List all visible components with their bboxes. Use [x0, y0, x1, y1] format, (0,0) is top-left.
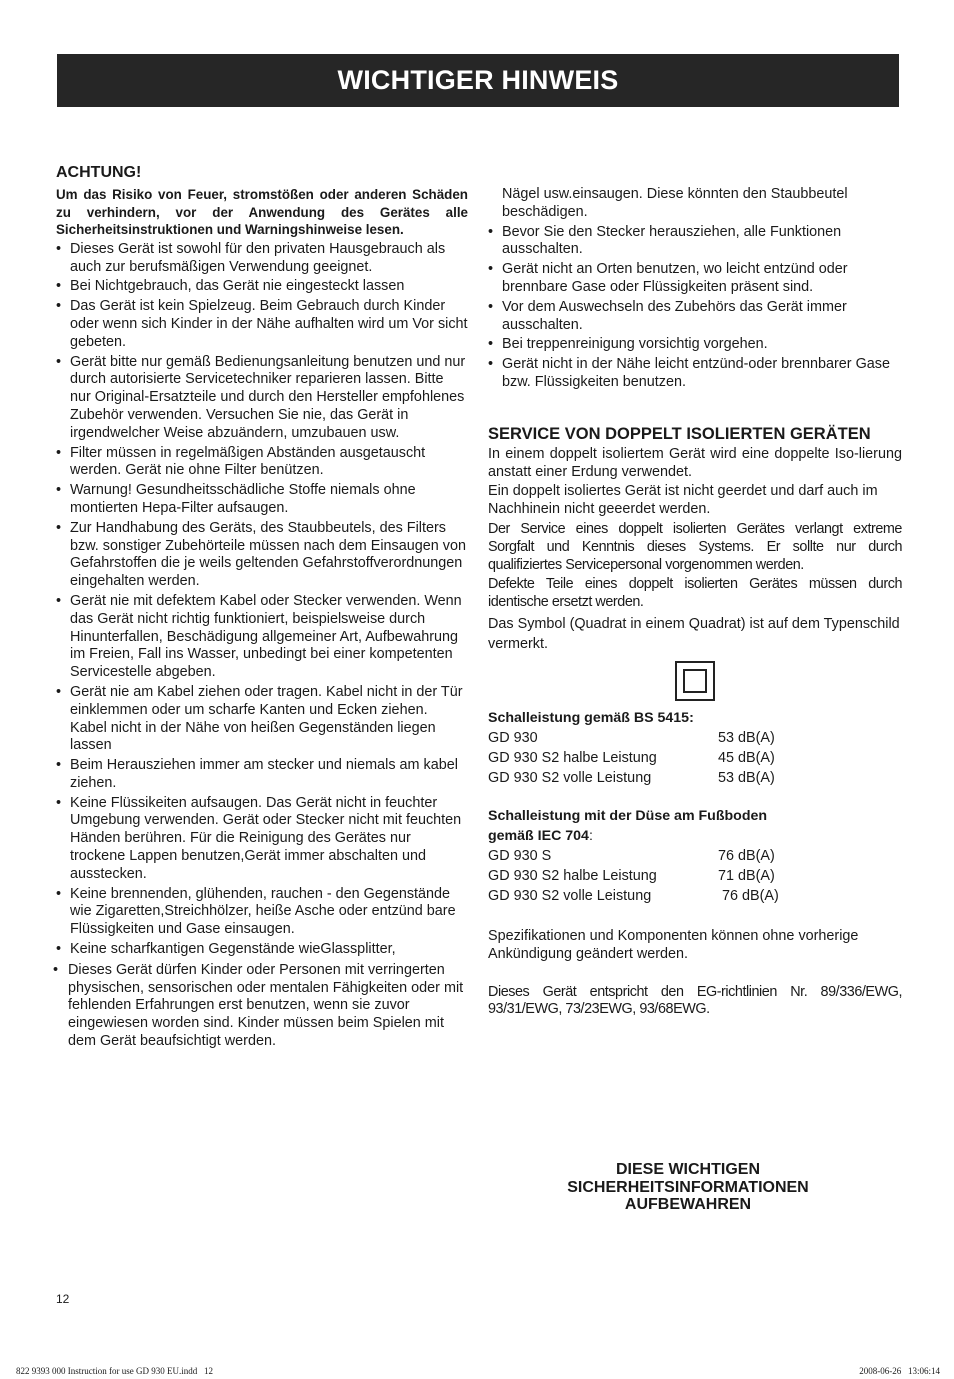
bullet-icon: • [488, 223, 494, 240]
list-item: • Gerät nie am Kabel ziehen oder tragen. Kabel nicht in der Tür einklemmen oder um scharfe Kanten und Ecken ziehen. Kabel nicht in der Nähe von heißen Gegenständen liegen lassen [56, 683, 463, 754]
service-paragraph: Defekte Teile eines doppelt isolierten Gerätes müssen durch identische ersetzt werden. [488, 576, 902, 611]
list-item: • Keine brennenden, glühenden, rauchen - den Gegenstände wie Zigaretten,Streichhölzer, heiße Asche oder entzünd bare Flüssigkeiten und Gase einsaugen. [56, 885, 456, 938]
bullet-icon: • [488, 261, 494, 278]
list-item: • Vor dem Auswechseln des Zubehörs das Gerät immer ausschalten. [488, 298, 847, 333]
warning-heading: ACHTUNG! [56, 164, 142, 181]
list-item: • Gerät nie mit defektem Kabel oder Stecker verwenden. Wenn das Gerät nicht richtig funktioniert, beispielsweise durch Hinunterfallen, Beschädigung allgemeiner Art, Aufbewahrung im Freien, Fall ins Wasser, unbedingt bei einer kompetenten Servicestelle abgeben. [56, 592, 462, 681]
list-item: • Bei treppenreinigung vorsichtig vorgehen. [488, 336, 768, 353]
service-paragraph: In einem doppelt isoliertem Gerät wird eine doppelte Iso-lierung anstatt einer Erdung verwendet. [488, 445, 902, 480]
right-column [488, 186, 902, 1021]
list-item: • Bevor Sie den Stecker herausziehen, alle Funktionen ausschalten. [488, 223, 842, 258]
list-item: • Das Gerät ist kein Spielzeug. Beim Gebrauch durch Kinder oder wenn sich Kinder in der Nähe aufhalten wird um Vor sicht gebeten. [56, 298, 468, 350]
warning-intro: Um das Risiko von Feuer, stromstößen oder anderen Schäden zu verhindern, vor der Anwendung des Gerätes alle Sicherheitsinstruktionen und Warningshinweise lesen. [56, 187, 468, 238]
spec-row: GD 930 S2 halbe Leistung 45 dB(A) [488, 749, 775, 766]
symbol-container [488, 661, 902, 701]
list-item: • Gerät nicht an Orten benutzen, wo leicht entzünd oder brennbare Gase oder Flüssigkeiten präsent sind. [488, 261, 848, 295]
safety-list [53, 240, 468, 1051]
list-item: • Filter müssen in regelmäßigen Abständen ausgetauscht werden. Gerät nie ohne Filter benützen. [56, 444, 426, 479]
page-number: 12 [56, 1292, 70, 1306]
bullet-icon: • [56, 519, 62, 536]
bullet-icon: • [56, 592, 62, 609]
service-paragraph: Ein doppelt isoliertes Gerät ist nicht geerdet und darf auch im Nachhinein nicht geeerdet werden. [488, 483, 878, 518]
spec-row: GD 930 S2 volle Leistung 53 dB(A) [488, 769, 775, 786]
list-continuation: Nägel usw.einsaugen. Diese könnten den Staubbeutel beschädigen. [502, 186, 848, 220]
bullet-icon: • [56, 683, 62, 700]
double-insulation-inner-square [683, 669, 707, 693]
bullet-icon: • [56, 278, 62, 295]
list-item: • Dieses Gerät ist sowohl für den privaten Hausgebrauch als auch zur berufsmäßigen Verwendung geeignet. [56, 240, 446, 275]
list-item: • Bei Nichtgebrauch, das Gerät nie eingesteckt lassen [56, 278, 405, 295]
print-slug-date: 2008-06-26 13:06:14 [859, 1366, 940, 1376]
bullet-icon: • [56, 941, 62, 958]
service-heading: SERVICE VON DOPPELT ISOLIERTEN GERÄTEN [488, 424, 871, 443]
print-slug-file: 822 9393 000 Instruction for use GD 930 EU.indd 12 [16, 1366, 213, 1376]
left-column [53, 164, 468, 1053]
bullet-icon: • [56, 794, 62, 811]
keep-info-notice: DIESE WICHTIGEN SICHERHEITSINFORMATIONEN AUFBEWAHREN [567, 1161, 809, 1213]
list-item: • Keine scharfkantigen Gegenstände wieGlassplitter, [56, 941, 396, 958]
spec-row: GD 930 S 76 dB(A) [488, 847, 775, 864]
list-item: • Gerät nicht in der Nähe leicht entzünd-oder brennbarer Gase bzw. Flüssigkeiten benutzen. [488, 356, 890, 390]
bullet-icon: • [53, 961, 59, 978]
service-paragraph: Der Service eines doppelt isolierten Gerätes verlangt extreme Sorgfalt und Kenntnis dieses Systems. Er sollte nur durch qualifiziertes Servicepersonal vorgenommen werden. [488, 520, 902, 573]
bullet-icon: • [56, 885, 62, 902]
list-item: • Keine Flüssikeiten aufsaugen. Das Gerät nicht in feuchter Umgebung verwenden. Gerät oder Stecker nicht mit feuchten Händen berühren. Für die Reinigung des Gerätes nur trockene Lappen benutzen,Gerät immer abschalten und ausstecken. [56, 794, 462, 882]
list-item: • Zur Handhabung des Geräts, des Staubbeutels, des Filters bzw. sonstiger Zubehörteile müssen nach dem Einsaugen von Gefahrstoffen die je weils geltenden Gefahrstoffverordnungen eingehalten werden. [56, 519, 466, 590]
service-paragraph: Das Symbol (Quadrat in einem Quadrat) ist auf dem Typenschild vermerkt. [488, 615, 900, 652]
spec-change-note: Spezifikationen und Komponenten können ohne vorherige Ankündigung geändert werden. [488, 927, 859, 962]
page-title: WICHTIGER HINWEIS [337, 65, 619, 95]
spec-row: GD 930 53 dB(A) [488, 729, 775, 746]
spec-heading-iec704: Schalleistung mit der Düse am Fußboden [488, 807, 768, 824]
bullet-icon: • [488, 356, 494, 373]
list-item: • Beim Herausziehen immer am stecker und niemals am kabel ziehen. [56, 757, 458, 791]
bullet-icon: • [56, 240, 62, 257]
safety-list-continued [488, 224, 902, 392]
bullet-icon: • [56, 482, 62, 499]
eg-directive-note: Dieses Gerät entspricht den EG-richtlinien Nr. 89/336/EWG, 93/31/EWG, 73/23EWG, 93/68EWG. [488, 983, 902, 1018]
bullet-icon: • [488, 336, 494, 353]
list-item: • Gerät bitte nur gemäß Bedienungsanleitung benutzen und nur durch autorisierte Servicetechniker reparieren lassen. Bitte nur Original-Ersatzteile und durch den Hersteller empfohlenes Zubehör verwenden. Versuchen Sie nie, das Gerät in irgendwelcher Weise abzuändern, umzubauen usw. [56, 353, 466, 441]
spec-row: GD 930 S2 halbe Leistung 71 dB(A) [488, 867, 775, 884]
spec-heading-bs5415: Schalleistung gemäß BS 5415: [488, 709, 694, 726]
bullet-icon: • [56, 298, 62, 315]
page-title-banner [57, 54, 899, 107]
list-item: • Dieses Gerät dürfen Kinder oder Personen mit verringerten physischen, sensorischen oder mentalen Fähigkeiten oder mit fehlenden Erfahrungen erst benutzen, wenn sie zuvor eingewiesen worden sind. Kinder müssen beim Spielen mit dem Gerät beaufsichtigt werden. [53, 961, 464, 1050]
double-insulation-icon [675, 661, 715, 701]
list-item: • Warnung! Gesundheitsschädliche Stoffe niemals ohne montierten Hepa-Filter aufsaugen. [56, 482, 416, 516]
spec-heading-iec704-line2: gemäß IEC 704: [488, 827, 593, 844]
bullet-icon: • [56, 757, 62, 774]
bullet-icon: • [488, 298, 494, 315]
spec-row: GD 930 S2 volle Leistung 76 dB(A) [488, 887, 779, 904]
bullet-icon: • [56, 353, 62, 370]
bullet-icon: • [56, 444, 62, 461]
